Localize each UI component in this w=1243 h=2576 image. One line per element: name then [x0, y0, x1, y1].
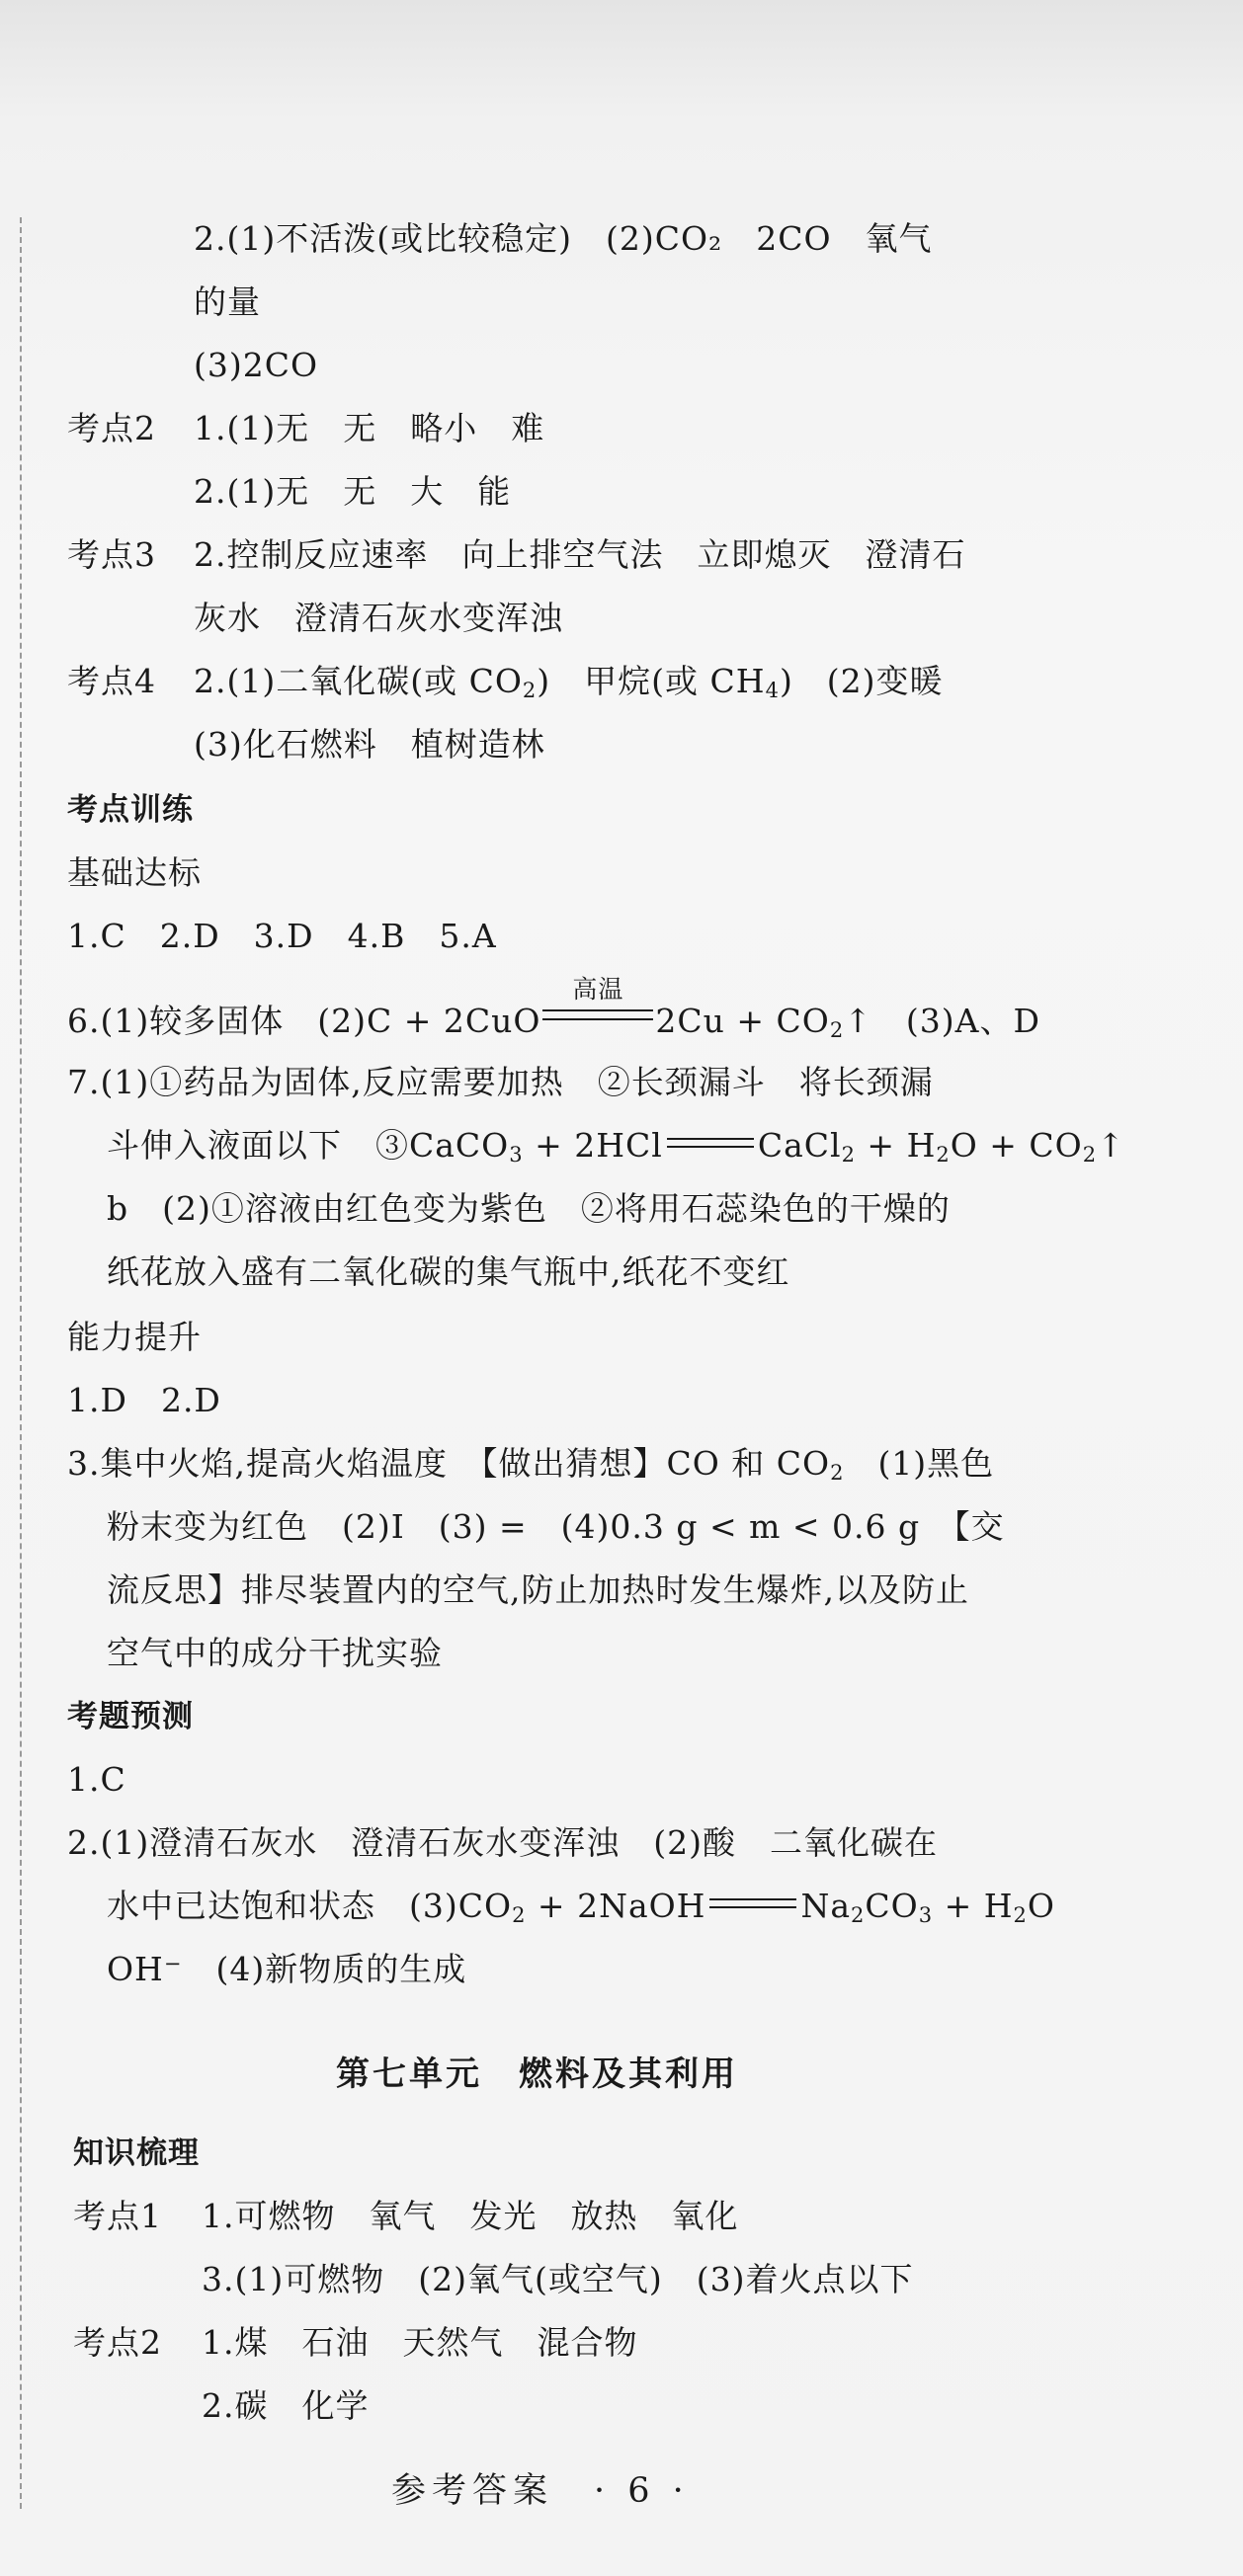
answer-line: 2.(1)二氧化碳(或 $CO_2$) 甲烷(或 $CH_4$) (2)变暖 [194, 662, 944, 702]
subsection-heading: 能力提升 [67, 1318, 202, 1356]
answer-line: OH− (4)新物质的生成 [107, 1950, 467, 1988]
answer-line: 2.(1)无 无 大 能 [194, 472, 512, 511]
equals-sign [709, 1898, 796, 1908]
answer-line: 粉末变为红色 (2)Ⅰ (3) = (4)0.3 g < m < 0.6 g 【交 [107, 1507, 1005, 1546]
point-label: 考点3 [67, 535, 156, 574]
answer-line: 6.(1)较多固体 (2)C + 2CuO 高温 $2Cu + CO_2↑$ (3)A、D [67, 975, 1040, 1042]
answer-line: 3.集中火焰,提高火焰温度 【做出猜想】CO 和 $CO_2$ (1)黑色 [67, 1444, 995, 1485]
answer-line: (3)化石燃料 植树造林 [194, 725, 545, 764]
page-footer: 参考答案 · 6 · [391, 2471, 690, 2511]
answer-line: 1.煤 石油 天然气 混合物 [202, 2323, 638, 2362]
answer-line: 2.(1)不活泼(或比较稳定) (2)CO₂ 2CO 氧气 [194, 219, 933, 258]
point-label: 考点2 [73, 2323, 162, 2362]
answer-line: 2.(1)澄清石灰水 澄清石灰水变浑浊 (2)酸 二氧化碳在 [67, 1823, 938, 1862]
binding-margin-line [20, 217, 22, 2509]
answer-line: 空气中的成分干扰实验 [107, 1634, 443, 1672]
equals-sign [667, 1138, 754, 1148]
answer-line: 斗伸入液面以下 ③CaCO$_3$ + 2HCl CaCl$_2$ + $H_2O$ + $CO_2↑$ [107, 1126, 1125, 1167]
answer-line: 1.D 2.D [67, 1381, 221, 1419]
point-label: 考点1 [73, 2197, 162, 2235]
answer-line: 1.C 2.D 3.D 4.B 5.A [67, 917, 497, 955]
answer-line: 流反思】排尽装置内的空气,防止加热时发生爆炸,以及防止 [107, 1570, 969, 1609]
unit-title: 第七单元 燃料及其利用 [336, 2054, 738, 2094]
answer-line: 1.可燃物 氧气 发光 放热 氧化 [202, 2197, 739, 2235]
answer-line: 3.(1)可燃物 (2)氧气(或空气) (3)着火点以下 [202, 2260, 914, 2298]
reaction-condition: 高温 [540, 1000, 655, 1039]
point-label: 考点4 [67, 662, 156, 700]
section-heading: 知识梳理 [73, 2135, 200, 2171]
answer-line: 灰水 澄清石灰水变浑浊 [194, 599, 563, 637]
answer-line: 1.(1)无 无 略小 难 [194, 409, 545, 447]
subsection-heading: 基础达标 [67, 853, 202, 892]
section-heading: 考点训练 [67, 792, 194, 828]
answer-line: b (2)①溶液由红色变为紫色 ②将用石蕊染色的干燥的 [107, 1189, 951, 1228]
answer-line: 2.碳 化学 [202, 2386, 370, 2425]
answer-line: 2.控制反应速率 向上排空气法 立即熄灭 澄清石 [194, 535, 966, 574]
answer-line: 的量 [194, 282, 261, 321]
answer-line: 1.C [67, 1760, 126, 1799]
answer-line: 水中已达饱和状态 $(3)CO_2$ + 2NaOH $Na_2CO_3 + H_2O$ [107, 1887, 1055, 1927]
point-label: 考点2 [67, 409, 156, 447]
section-heading: 考题预测 [67, 1699, 194, 1734]
answer-line: (3)2CO [194, 346, 319, 384]
answer-line: 纸花放入盛有二氧化碳的集气瓶中,纸花不变红 [107, 1252, 790, 1291]
answer-line: 7.(1)①药品为固体,反应需要加热 ②长颈漏斗 将长颈漏 [67, 1063, 934, 1101]
